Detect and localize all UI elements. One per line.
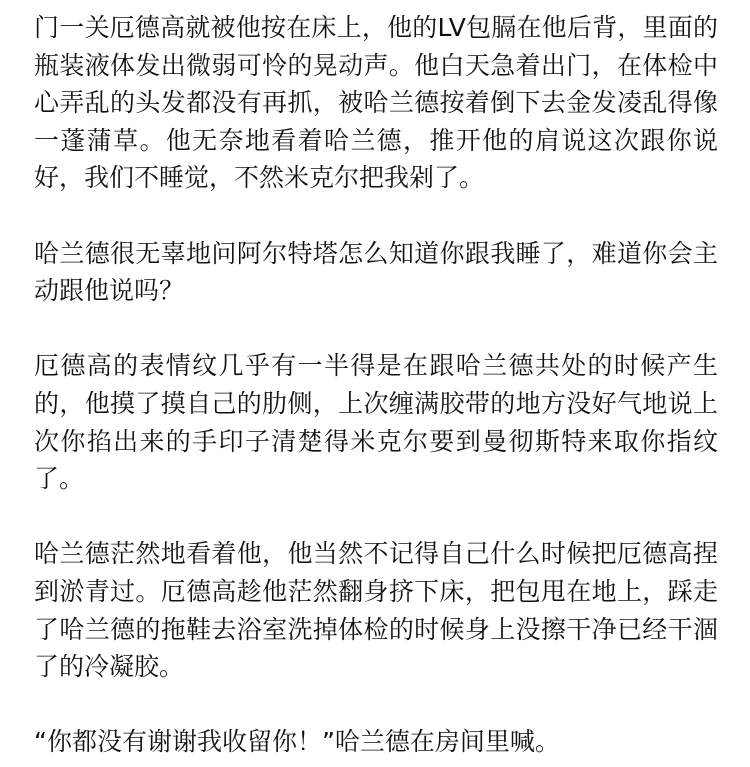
- article-body: [34, 9, 718, 761]
- paragraph-2: 哈兰德很无辜地问阿尔特塔怎么知道你跟我睡了，难道你会主动跟他说吗？: [34, 238, 718, 306]
- paragraph-4: 哈兰德茫然地看着他，他当然不记得自己什么时候把厄德高捏到淤青过。厄德高趁他茫然翻身挤下床，把包甩在地上，踩走了哈兰德的拖鞋去浴室洗掉体检的时候身上没擦干净已经干涸了的冷凝胶。: [34, 539, 718, 682]
- paragraph-1: 门一关厄德高就被他按在床上，他的LV包膈在他后背，里面的瓶装液体发出微弱可怜的晃动声。他白天急着出门，在体检中心弄乱的头发都没有再抓，被哈兰德按着倒下去金发凌乱得像一蓬蒲草。他无奈地看着哈兰德，推开他的肩说这次跟你说好，我们不睡觉，不然米克尔把我剁了。: [34, 13, 718, 193]
- paragraph-3: 厄德高的表情纹几乎有一半得是在跟哈兰德共处的时候产生的，他摸了摸自己的肋侧，上次缠满胶带的地方没好气地说上次你掐出来的手印子清楚得米克尔要到曼彻斯特来取你指纹了。: [34, 351, 718, 494]
- paragraph-5: “你都没有谢谢我收留你！”哈兰德在房间里喊。: [34, 727, 560, 757]
